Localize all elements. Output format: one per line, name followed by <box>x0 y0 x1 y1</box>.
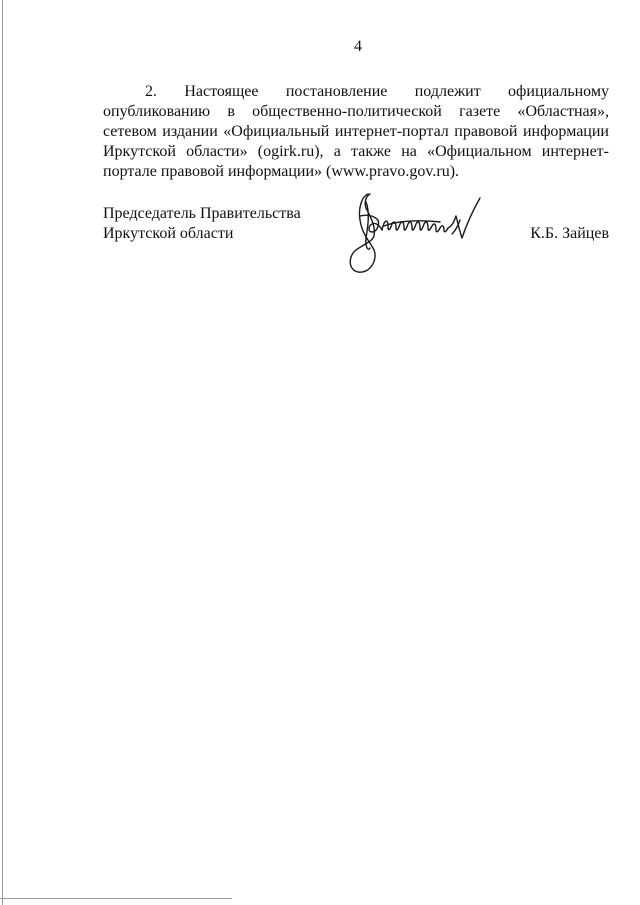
page-left-edge <box>2 0 3 905</box>
signatory-title-line-2: Иркутской области <box>103 225 234 242</box>
signatory-title-line-1: Председатель Правительства <box>103 205 301 222</box>
page-bottom-edge <box>0 898 232 899</box>
signatory-name: К.Б. Зайцев <box>530 225 609 242</box>
page-number: 4 <box>354 38 362 55</box>
handwritten-signature <box>340 186 490 286</box>
signatory-title <box>103 204 301 244</box>
body-paragraph: 2. Настоящее постановление подлежит официальному опубликованию в общественно-политической газете «Областная», сетевом издании «Официальный интернет-портал правовой информации Иркутской области» (ogirk.ru), а также на «Официальном интернет-портале правовой информации» (www.pravo.gov.ru). <box>103 83 609 180</box>
